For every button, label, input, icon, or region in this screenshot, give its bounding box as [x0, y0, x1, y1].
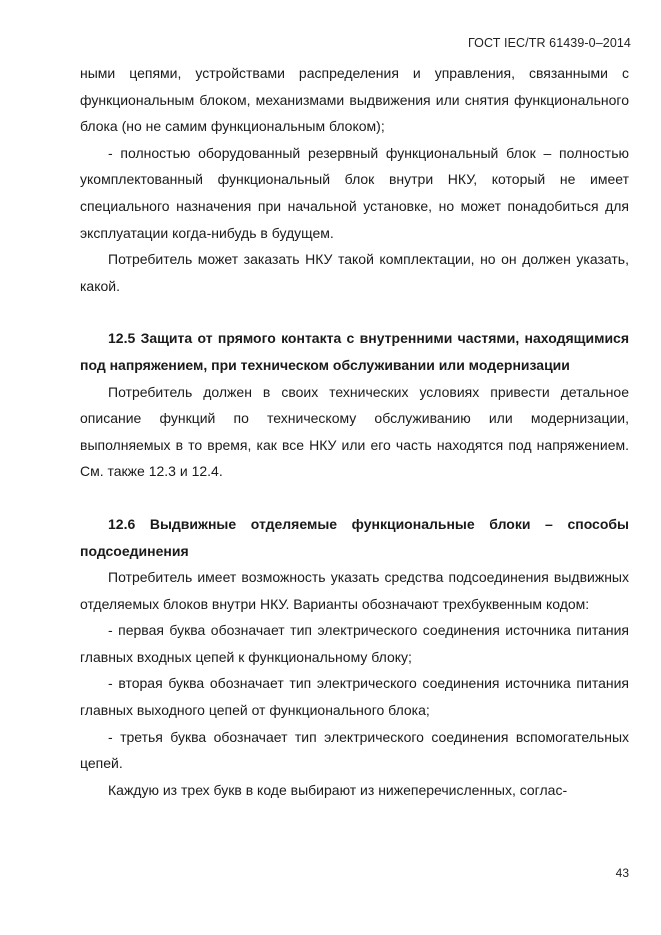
section-heading-12-5: 12.5 Защита от прямого контакта с внутренними частями, находящимися под напряжением, при техническом обслуживании или модернизации: [80, 330, 629, 373]
paragraph-12-5: Потребитель должен в своих технических условиях привести детальное описание функций по техническому обслуживанию или модернизации, выполняемых в то время, как все НКУ или его часть находятся под напряжением. См. также 12.3 и 12.4.: [80, 383, 629, 480]
document-body: [80, 60, 629, 803]
list-item-second-letter: - вторая буква обозначает тип электрического соединения источника питания главных выходного цепей от функционального блока;: [80, 675, 629, 719]
list-item-third-letter: - третья буква обозначает тип электрического соединения вспомогательных цепей.: [80, 728, 629, 772]
list-item-first-letter: - первая буква обозначает тип электрического соединения источника питания главных входных цепей к функциональному блоку;: [80, 622, 629, 665]
standard-code-header: ГОСТ IEC/TR 61439-0–2014: [468, 36, 631, 50]
section-heading-12-6: 12.6 Выдвижные отделяемые функциональные блоки – способы подсоединения: [80, 515, 629, 559]
list-item-reserve-block: - полностью оборудованный резервный функциональный блок – полностью укомплектованный функциональный блок внутри НКУ, который не имеет специального назначения при начальной установке, но может понадобиться для эксплуатации когда-нибудь в будущем.: [80, 144, 629, 241]
paragraph-12-6-intro: Потребитель имеет возможность указать средства подсоединения выдвижных отделяемых блоков внутри НКУ. Варианты обозначают трехбуквенным кодом:: [80, 569, 629, 612]
paragraph-continuation: ными цепями, устройствами распределения и управления, связанными с функциональным блоком, механизмами выдвижения или снятия функционального блока (но не самим функциональным блоком);: [80, 65, 629, 135]
section-gap: [80, 299, 629, 325]
page-number: 43: [615, 866, 629, 880]
section-gap: [80, 485, 629, 511]
paragraph-code-letters: Каждую из трех букв в коде выбирают из нижеперечисленных, соглас-: [108, 781, 568, 798]
paragraph-consumer-order: Потребитель может заказать НКУ такой комплектации, но он должен указать, какой.: [80, 251, 629, 294]
